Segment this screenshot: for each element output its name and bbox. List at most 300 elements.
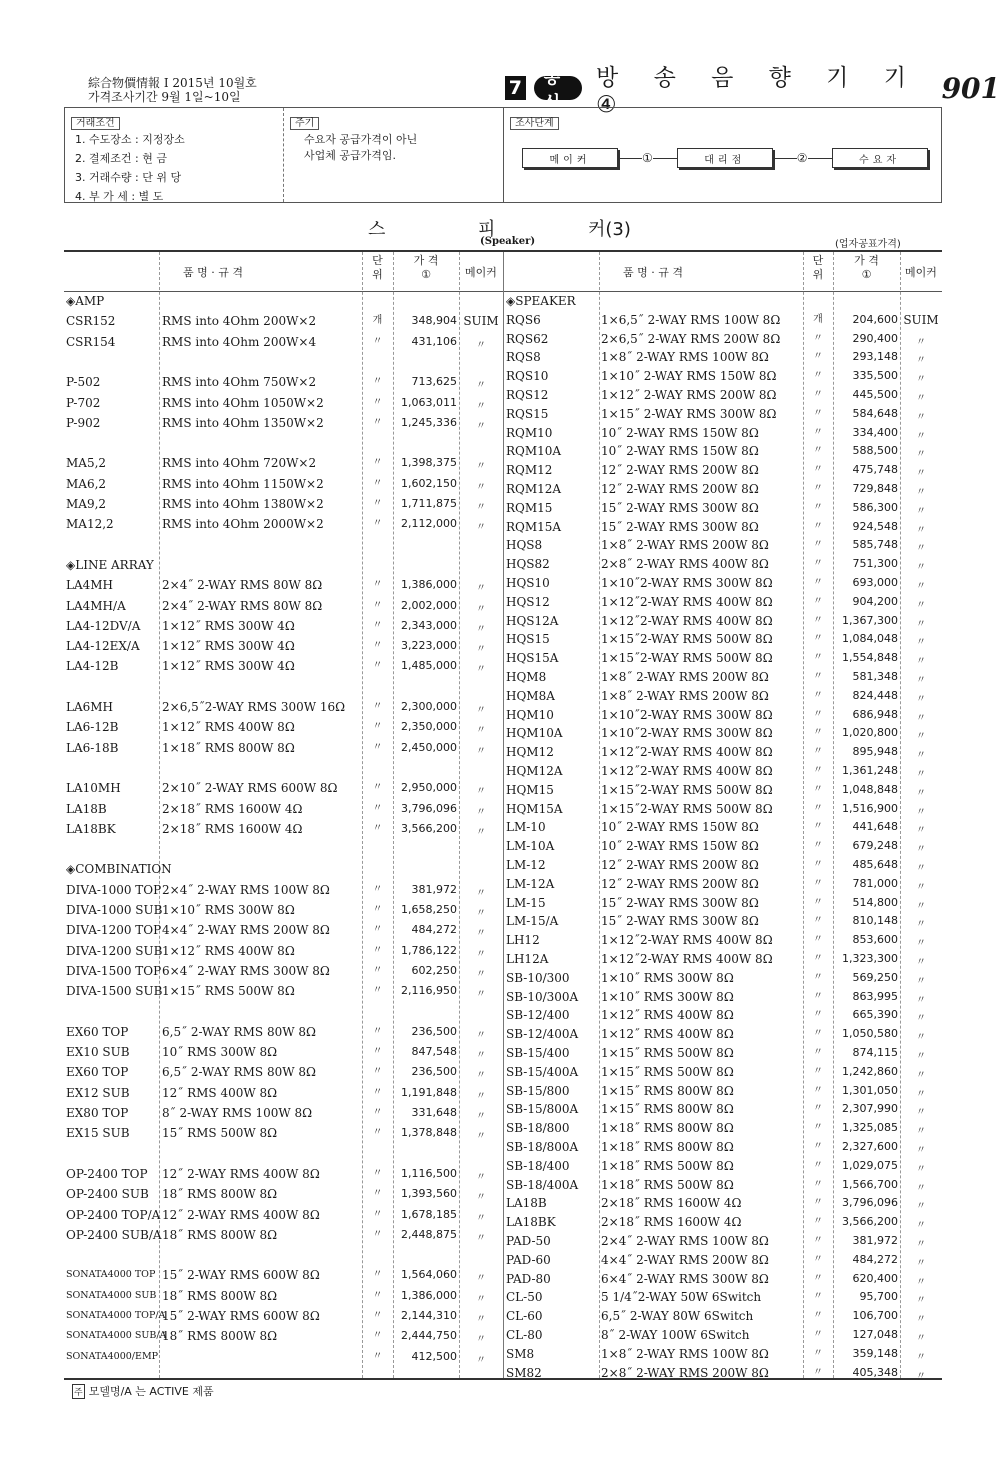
model-name: DIVA-1000 TOP	[66, 882, 162, 897]
price-value: 293,148	[852, 350, 898, 364]
price-value: 2,116,950	[401, 984, 457, 998]
section-title: 방 송 음 향 기 기 ④	[596, 64, 920, 118]
unit-value: 〃	[813, 483, 823, 494]
model-name: HQM15A	[506, 801, 563, 816]
maker-value: 〃	[916, 562, 926, 574]
price-value: 95,700	[859, 1290, 898, 1304]
price-value: 847,548	[411, 1045, 457, 1059]
price-value: 2,444,750	[401, 1329, 457, 1343]
model-name: SONATA4000 SUB/A	[66, 1330, 167, 1342]
model-name: SB-18/400	[506, 1158, 570, 1173]
model-spec: 4×4˝ 2-WAY RMS 200W 8Ω	[601, 1252, 769, 1267]
model-spec: 1×12˝2-WAY RMS 400W 8Ω	[601, 613, 773, 628]
model-spec: RMS into 4Ohm 200W×4	[162, 334, 317, 349]
unit-value: 〃	[813, 652, 823, 664]
unit-value: 〃	[813, 708, 823, 720]
maker-value: 〃	[476, 502, 486, 513]
distribution-chain	[522, 148, 928, 168]
maker-value: 〃	[916, 957, 926, 968]
model-spec: 10˝ 2-WAY RMS 150W 8Ω	[601, 839, 759, 854]
model-spec: 1×12˝ RMS 300W 4Ω	[162, 659, 295, 674]
maker-value: 〃	[476, 461, 486, 473]
unit-value: 〃	[813, 539, 823, 551]
model-spec: 12˝ 2-WAY RMS 200W 8Ω	[601, 876, 759, 891]
maker-value: 〃	[916, 1069, 926, 1081]
maker-value: 〃	[916, 393, 926, 404]
model-name: LM-12	[506, 858, 546, 872]
model-spec: 1×12˝ RMS 300W 4Ω	[162, 639, 295, 654]
maker-value: 〃	[916, 487, 926, 498]
maker-value: 〃	[916, 374, 926, 386]
model-spec: 12˝ 2-WAY RMS 200W 8Ω	[601, 463, 759, 478]
maker-value: 〃	[476, 1212, 486, 1224]
model-name: HQM10	[506, 707, 554, 722]
maker-value: 〃	[916, 637, 926, 649]
unit-value: 〃	[372, 1310, 383, 1321]
section-heading: ◈COMBINATION	[66, 862, 172, 877]
unit-value: 〃	[813, 934, 823, 946]
price-value: 2,343,000	[401, 618, 457, 632]
maker-value: 〃	[476, 968, 486, 980]
unit-value: 〃	[813, 1103, 823, 1115]
maker-value: 〃	[476, 908, 486, 919]
price-value: 2,448,875	[401, 1227, 457, 1241]
price-value: 679,248	[852, 839, 898, 853]
model-name: RQM12A	[506, 482, 562, 496]
unit-value: 〃	[813, 558, 823, 570]
unit-value: 〃	[813, 783, 823, 795]
model-name: CL-80	[506, 1328, 543, 1342]
model-spec: 1×18˝ RMS 800W 8Ω	[162, 740, 295, 755]
unit-value: 〃	[372, 1127, 383, 1139]
unit-value: 〃	[372, 701, 383, 712]
price-value: 581,348	[852, 670, 898, 683]
maker-value: 〃	[476, 948, 486, 960]
model-spec: 2×8˝ 2-WAY RMS 400W 8Ω	[601, 557, 769, 572]
price-value: 1,658,250	[401, 903, 457, 916]
model-spec: 1×10˝ RMS 300W 8Ω	[162, 903, 295, 917]
maker-value: 〃	[916, 581, 926, 592]
unit-value: 〃	[372, 396, 383, 408]
model-name: LM-12A	[506, 876, 555, 891]
model-spec: 10˝ RMS 300W 8Ω	[162, 1045, 278, 1060]
stage-maker: 메이커	[522, 148, 618, 168]
footnote-mark: 주	[72, 1384, 85, 1399]
price-value: 781,000	[852, 876, 898, 890]
model-name: LH12A	[506, 952, 549, 966]
maker-value: 〃	[476, 1111, 486, 1122]
maker-value: 〃	[476, 1029, 486, 1041]
unit-value: 〃	[372, 741, 383, 753]
model-spec: 1×12˝2-WAY RMS 400W 8Ω	[601, 764, 773, 778]
model-name: SONATA4000 TOP/A	[66, 1310, 166, 1321]
unit-value: 〃	[813, 577, 823, 588]
maker-value: 〃	[916, 599, 926, 611]
price-value: 602,250	[411, 963, 457, 977]
model-spec: 6,5˝ 2-WAY RMS 80W 8Ω	[162, 1065, 316, 1080]
unit-value: 개	[813, 313, 823, 325]
unit-value: 〃	[372, 985, 383, 997]
publication-info	[88, 76, 257, 104]
unit-value: 〃	[813, 896, 823, 908]
maker-value: 〃	[476, 1293, 486, 1305]
model-spec: 1×10˝2-WAY RMS 300W 8Ω	[601, 576, 773, 590]
model-name: RQM12	[506, 463, 553, 478]
price-value: 3,223,000	[401, 639, 457, 653]
unit-value: 〃	[813, 1197, 823, 1209]
unit-value: 〃	[813, 1329, 823, 1340]
unit-value: 〃	[372, 518, 383, 530]
unit-value: 〃	[372, 782, 383, 794]
unit-value: 〃	[372, 599, 383, 611]
model-name: SM82	[506, 1365, 542, 1380]
maker-value: 〃	[916, 1220, 926, 1232]
stage-link-2	[773, 151, 832, 165]
maker-value: 〃	[476, 1070, 486, 1082]
model-name: LH12	[506, 933, 540, 948]
price-value: 1,242,860	[842, 1064, 898, 1078]
model-name: OP-2400 TOP/A	[66, 1207, 161, 1222]
maker-value: 〃	[916, 900, 926, 912]
price-value: 348,904	[411, 314, 457, 328]
price-value: 331,648	[411, 1106, 457, 1119]
model-spec: 15˝ 2-WAY RMS 300W 8Ω	[601, 519, 759, 534]
price-value: 514,800	[852, 895, 898, 909]
price-value: 127,048	[852, 1328, 898, 1341]
model-spec: RMS into 4Ohm 750W×2	[162, 375, 317, 390]
footnote	[72, 1383, 214, 1399]
price-value: 569,250	[852, 970, 898, 984]
notes	[284, 108, 504, 202]
unit-value: 〃	[372, 883, 383, 895]
trade-condition-4: 4. 부 가 세 : 별 도	[75, 190, 164, 203]
price-value: 3,566,200	[401, 821, 457, 835]
maker-value: 〃	[476, 339, 486, 351]
maker-value: 〃	[476, 705, 486, 716]
unit-value: 〃	[813, 464, 823, 476]
maker-value: 〃	[916, 336, 926, 348]
model-spec: RMS into 4Ohm 200W×2	[162, 314, 317, 329]
model-name: EX60 TOP	[66, 1024, 129, 1039]
maker-value: 〃	[476, 1354, 486, 1366]
unit-value: 개	[372, 315, 383, 327]
model-name: LA4MH/A	[66, 598, 126, 613]
price-value: 2,112,000	[401, 517, 457, 531]
unit-value: 〃	[813, 332, 823, 344]
model-spec: 18˝ RMS 800W 8Ω	[162, 1187, 278, 1202]
price-value: 335,500	[852, 369, 898, 383]
model-name: SB-10/300A	[506, 989, 579, 1004]
model-name: SB-12/400	[506, 1008, 570, 1023]
model-name: LM-10	[506, 820, 546, 835]
model-name: LM-10A	[506, 839, 555, 854]
price-value: 2,307,990	[842, 1102, 898, 1116]
model-name: SB-15/400	[506, 1046, 570, 1060]
unit-value: 〃	[372, 1167, 383, 1179]
model-spec: 1×12˝ RMS 400W 8Ω	[162, 943, 295, 958]
unit-value: 〃	[372, 1046, 383, 1058]
model-spec: 2×4˝ 2-WAY RMS 80W 8Ω	[162, 578, 323, 593]
maker-value: 〃	[476, 400, 486, 412]
model-spec: 4×4˝ 2-WAY RMS 200W 8Ω	[162, 923, 330, 938]
footnote-text: 모델명/A 는 ACTIVE 제품	[88, 1385, 214, 1398]
price-value: 445,500	[852, 388, 898, 401]
model-name: DIVA-1200 TOP	[66, 923, 162, 938]
model-spec: 18˝ RMS 800W 8Ω	[162, 1227, 278, 1242]
model-spec: 1×10˝2-WAY RMS 300W 8Ω	[601, 726, 773, 741]
model-spec: 1×15˝ RMS 500W 8Ω	[601, 1064, 734, 1079]
model-name: SB-18/800A	[506, 1140, 579, 1154]
model-spec: 1×15˝2-WAY RMS 500W 8Ω	[601, 651, 773, 666]
model-spec: 2×18˝ RMS 1600W 4Ω	[162, 801, 303, 816]
model-name: SB-10/300	[506, 970, 570, 985]
model-name: HQS8	[506, 538, 543, 553]
unit-value: 〃	[372, 1107, 383, 1118]
maker-value: 〃	[916, 1239, 926, 1250]
model-name: LA4-12DV/A	[66, 618, 141, 633]
model-spec: 15˝ 2-WAY RMS 300W 8Ω	[601, 895, 759, 910]
maker-value: 〃	[476, 1050, 486, 1062]
model-name: LA18B	[506, 1196, 547, 1211]
price-value: 1,020,800	[842, 726, 898, 740]
model-name: RQS12	[506, 388, 549, 402]
model-name: HQS10	[506, 576, 550, 590]
unit-value: 〃	[372, 721, 383, 733]
model-name: SB-15/400A	[506, 1064, 579, 1079]
model-spec: RMS into 4Ohm 1150W×2	[162, 476, 324, 491]
unit-value: 〃	[372, 640, 383, 652]
price-value: 441,648	[852, 820, 898, 834]
price-value: 1,191,848	[401, 1085, 457, 1099]
price-value: 1,786,122	[401, 943, 457, 957]
price-value: 904,200	[852, 594, 898, 608]
maker-value: 〃	[476, 928, 486, 940]
model-name: SB-12/400A	[506, 1027, 579, 1042]
maker-value: 〃	[476, 887, 486, 899]
model-name: DIVA-1500 SUB	[66, 984, 163, 999]
unit-value: 〃	[813, 1310, 823, 1322]
price-value: 485,648	[852, 858, 898, 871]
maker-value: 〃	[476, 583, 486, 595]
maker-value: 〃	[916, 618, 926, 630]
unit-value: 〃	[372, 1208, 383, 1220]
model-spec: 1×10˝ RMS 300W 8Ω	[601, 989, 734, 1004]
price-value: 431,106	[411, 334, 457, 348]
model-spec: RMS into 4Ohm 1380W×2	[162, 497, 324, 511]
model-name: HQM12A	[506, 764, 563, 778]
maker-value: 〃	[476, 725, 486, 737]
model-spec: 1×12˝2-WAY RMS 400W 8Ω	[601, 933, 773, 948]
model-spec: RMS into 4Ohm 2000W×2	[162, 517, 324, 532]
maker-value: 〃	[916, 1295, 926, 1307]
price-value: 1,393,560	[401, 1187, 457, 1201]
maker-value: 〃	[476, 745, 486, 757]
unit-value: 〃	[813, 1253, 823, 1265]
maker-value: 〃	[916, 656, 926, 668]
unit-value: 〃	[813, 1065, 823, 1077]
category-badge: 통신	[534, 76, 582, 100]
model-spec: 2×18˝ RMS 1600W 4Ω	[162, 821, 303, 836]
col-header-unit-2: 위	[372, 268, 383, 281]
model-name: P-902	[66, 415, 101, 430]
model-name: SB-15/800	[506, 1083, 570, 1098]
model-name: PAD-60	[506, 1252, 551, 1267]
model-name: LA4-12EX/A	[66, 639, 140, 654]
model-name: CL-50	[506, 1290, 543, 1305]
model-name: RQM10A	[506, 444, 562, 459]
unit-value: 〃	[813, 990, 823, 1002]
model-spec: 1×18˝ RMS 800W 8Ω	[601, 1140, 734, 1154]
price-value: 3,796,096	[842, 1196, 898, 1210]
unit-value: 〃	[372, 944, 383, 956]
price-value: 1,711,875	[401, 497, 457, 510]
unit-value: 〃	[813, 840, 823, 852]
model-name: OP-2400 SUB/A	[66, 1227, 162, 1242]
price-value: 334,400	[852, 425, 898, 439]
price-value: 1,386,000	[401, 1288, 457, 1302]
model-spec: 1×12˝2-WAY RMS 400W 8Ω	[601, 594, 773, 609]
maker-value: 〃	[916, 411, 926, 423]
model-name: LM-15/A	[506, 914, 559, 929]
price-value: 1,378,848	[401, 1126, 457, 1140]
model-spec: 1×12˝ RMS 400W 8Ω	[162, 720, 295, 735]
model-name: RQS15	[506, 406, 549, 421]
unit-value: 〃	[813, 1009, 823, 1021]
maker-value: 〃	[916, 1088, 926, 1100]
maker-value: 〃	[916, 750, 926, 762]
maker-value: 〃	[916, 1333, 926, 1344]
unit-value: 〃	[372, 1330, 383, 1342]
col-header-item: 품 명 · 규 격	[183, 266, 243, 279]
maker-value: 〃	[916, 1126, 926, 1138]
price-value: 204,600	[852, 312, 898, 326]
model-spec: 1×10˝ RMS 300W 8Ω	[601, 970, 734, 985]
model-name: LA10MH	[66, 781, 121, 796]
maker-value: 〃	[476, 786, 486, 798]
model-spec: 2×18˝ RMS 1600W 4Ω	[601, 1196, 742, 1211]
price-value: 686,948	[852, 707, 898, 721]
model-name: HQS15A	[506, 651, 559, 666]
model-spec: 1×15˝ RMS 500W 8Ω	[601, 1046, 734, 1060]
model-name: OP-2400 SUB	[66, 1187, 149, 1202]
unit-value: 〃	[813, 351, 823, 363]
model-spec: 10˝ 2-WAY RMS 150W 8Ω	[601, 820, 759, 835]
section-heading: ◈AMP	[66, 294, 105, 308]
note-text-2: 사업체 공급가격임.	[304, 149, 397, 162]
unit-value: 〃	[813, 727, 823, 739]
maker-value: 〃	[916, 769, 926, 780]
section-heading: ◈LINE ARRAY	[66, 557, 154, 572]
section-number: 7	[505, 76, 526, 100]
price-value: 3,566,200	[842, 1215, 898, 1229]
model-spec: 8˝ 2-WAY RMS 100W 8Ω	[162, 1106, 313, 1120]
maker-value: 〃	[476, 1171, 486, 1183]
price-value: 586,300	[852, 500, 898, 514]
maker-value: 〃	[916, 994, 926, 1006]
maker-value: 〃	[916, 1314, 926, 1326]
col-header-price-right	[833, 254, 900, 282]
unit-value: 〃	[372, 964, 383, 976]
model-spec: 1×12˝ RMS 400W 8Ω	[601, 1008, 734, 1023]
section-heading: ◈SPEAKER	[506, 294, 576, 308]
price-value: 236,500	[411, 1024, 457, 1038]
model-spec: 1×15˝2-WAY RMS 500W 8Ω	[601, 801, 773, 816]
maker-value: 〃	[476, 1334, 486, 1346]
model-spec: 1×8˝ 2-WAY RMS 200W 8Ω	[601, 688, 769, 703]
model-name: EX80 TOP	[66, 1106, 129, 1120]
model-name: LA6MH	[66, 700, 114, 714]
col-header-price-2: ①	[421, 268, 431, 281]
stage-link-1	[618, 151, 677, 165]
price-value: 1,361,248	[842, 764, 898, 777]
maker-value: 〃	[476, 1192, 486, 1204]
unit-value: 〃	[813, 1084, 823, 1096]
maker-value: 〃	[916, 731, 926, 743]
price-value: 1,050,580	[842, 1027, 898, 1041]
model-name: LM-15	[506, 895, 546, 910]
price-value: 1,564,060	[401, 1268, 457, 1282]
model-name: SB-18/400A	[506, 1177, 579, 1192]
maker-value: 〃	[916, 938, 926, 950]
model-spec: 1×15˝ RMS 500W 8Ω	[162, 984, 295, 999]
model-spec: 2×10˝ 2-WAY RMS 600W 8Ω	[162, 781, 338, 796]
price-value: 1,678,185	[401, 1207, 457, 1221]
model-name: SB-18/800	[506, 1121, 570, 1136]
stage-link-2-number: ②	[796, 151, 808, 165]
model-spec: RMS into 4Ohm 1350W×2	[162, 415, 324, 430]
unit-value: 〃	[813, 802, 823, 814]
price-value: 2,300,000	[401, 700, 457, 713]
model-name: CL-60	[506, 1309, 543, 1324]
model-name: DIVA-1000 SUB	[66, 903, 163, 917]
unit-value: 〃	[372, 1228, 383, 1240]
model-name: HQS12	[506, 594, 550, 609]
unit-value: 〃	[372, 416, 383, 428]
price-value: 1,516,900	[842, 801, 898, 815]
maker-value: 〃	[916, 825, 926, 837]
model-spec: 2×4˝ 2-WAY RMS 100W 8Ω	[162, 882, 330, 897]
unit-value: 〃	[813, 614, 823, 626]
model-spec: 1×8˝ 2-WAY RMS 200W 8Ω	[601, 670, 769, 684]
stage-dealer: 대리점	[677, 148, 773, 168]
unit-value: 〃	[813, 1291, 823, 1303]
model-spec: 6×4˝ 2-WAY RMS 300W 8Ω	[601, 1271, 769, 1286]
model-spec: 10˝ 2-WAY RMS 150W 8Ω	[601, 425, 759, 440]
price-value: 1,386,000	[401, 578, 457, 592]
maker-value: 〃	[476, 644, 486, 656]
model-name: HQS15	[506, 632, 550, 647]
unit-value: 〃	[813, 389, 823, 400]
unit-value: 〃	[813, 671, 823, 682]
unit-value: 〃	[372, 335, 383, 347]
col-divider	[599, 252, 600, 1378]
model-spec: 1×12˝ RMS 400W 8Ω	[601, 1027, 734, 1042]
maker-value: 〃	[476, 1314, 486, 1325]
title-char-3: 커(3)	[588, 219, 631, 240]
maker-value: SUIM	[903, 312, 939, 327]
publication-line-2: 가격조사기간 9월 1일~10일	[88, 90, 241, 104]
model-name: HQM15	[506, 782, 554, 797]
unit-value: 〃	[813, 953, 823, 964]
unit-value: 〃	[813, 689, 823, 701]
unit-value: 〃	[372, 1188, 383, 1200]
maker-value: 〃	[476, 806, 486, 818]
model-spec: 15˝ 2-WAY RMS 600W 8Ω	[162, 1309, 320, 1323]
price-value: 588,500	[852, 444, 898, 458]
survey-stage-label: 조사단계	[510, 117, 559, 130]
unit-value: 〃	[813, 1178, 823, 1190]
unit-value: 〃	[372, 904, 383, 915]
